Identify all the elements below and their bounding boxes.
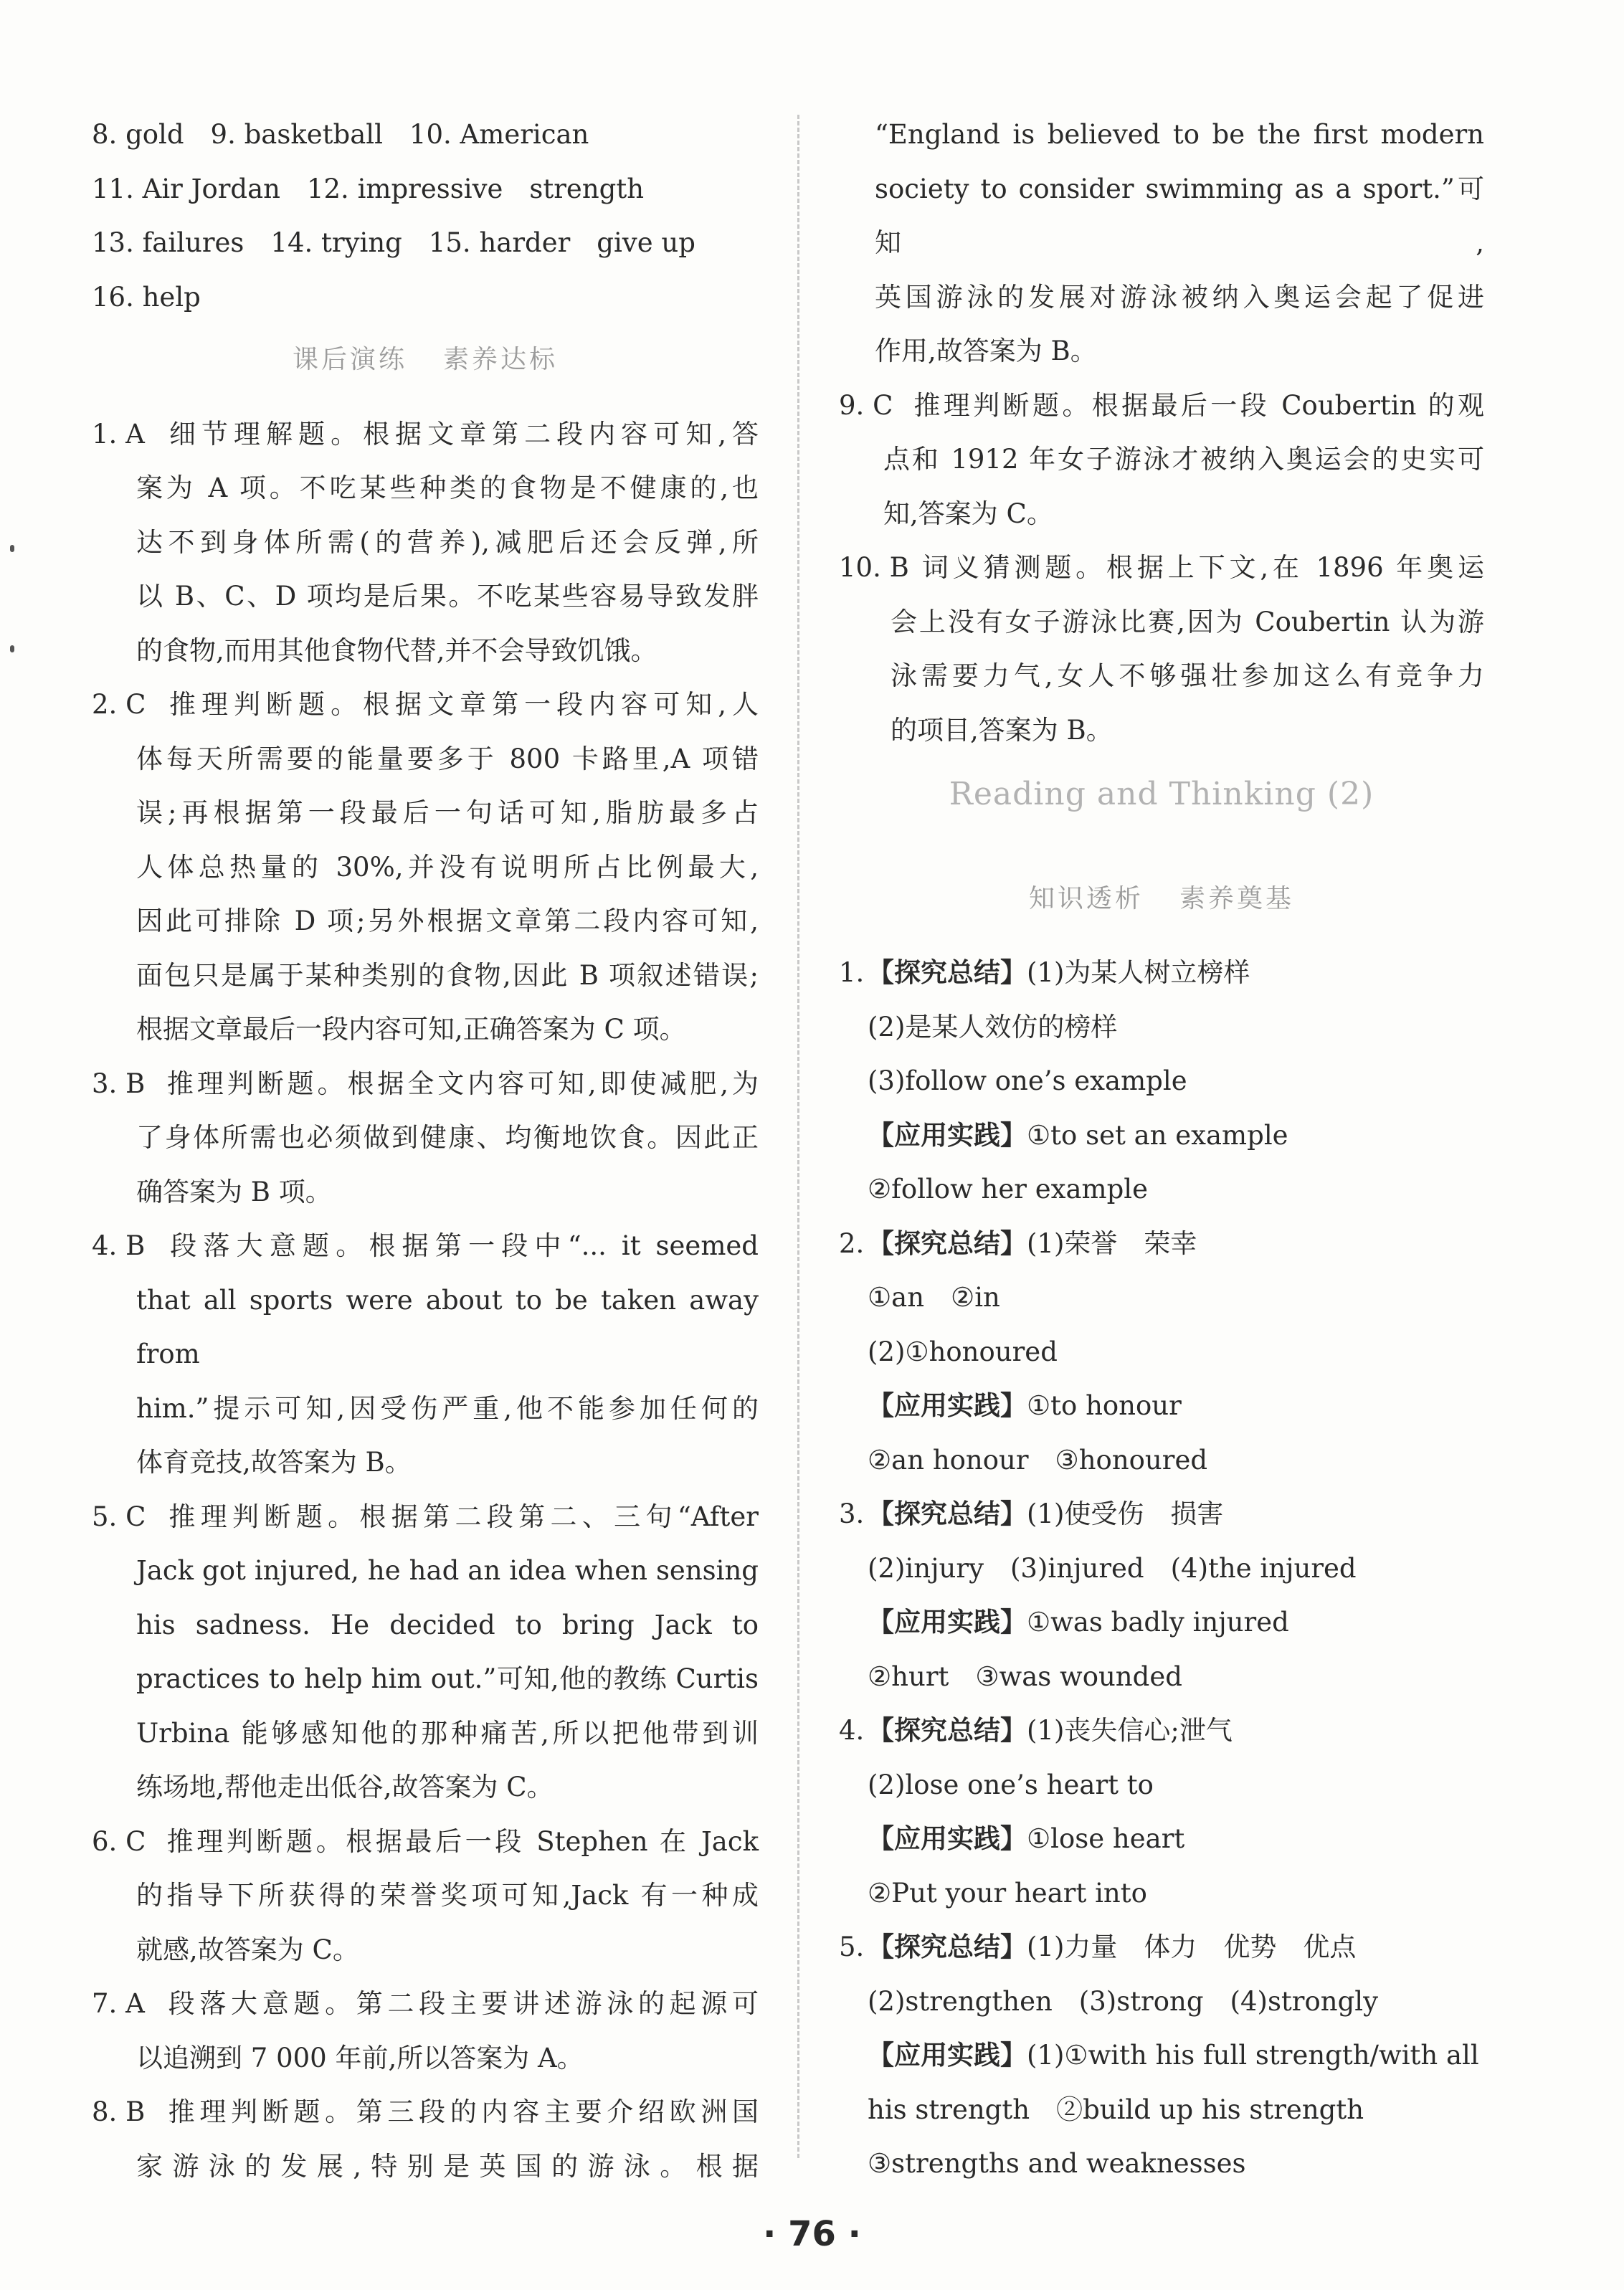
answer-line: that all sports were about to be taken away from: [136, 1284, 759, 1369]
answer-item: [92, 2085, 759, 2193]
answer-line: society to consider swimming as a sport.”可知,: [875, 173, 1484, 258]
knowledge-number: 1.: [839, 957, 865, 988]
answer-line: 的项目,答案为 B。: [891, 714, 1113, 746]
knowledge-number: 3.: [839, 1498, 865, 1529]
answer-continuation: [839, 108, 1484, 379]
explore-line: 【探究总结】(1)为某人树立榜样: [868, 957, 1250, 988]
left-column: [92, 108, 759, 2193]
answer-line: 16. help: [92, 281, 201, 313]
answer-item: [92, 1057, 759, 1220]
knowledge-number: 4.: [839, 1715, 865, 1746]
answer-item: [839, 541, 1484, 757]
answer-line: 人体总热量的 30%,并没有说明所占比例最大,: [136, 851, 759, 883]
knowledge-item: [839, 1920, 1484, 2191]
apply-line: ②hurt ③was wounded: [868, 1661, 1182, 1692]
apply-line: 【应用实践】①was badly injured: [868, 1607, 1289, 1638]
column-divider: [797, 115, 799, 2158]
knowledge-item: [839, 1487, 1484, 1704]
answer-line: his sadness. He decided to bring Jack to: [136, 1609, 759, 1640]
answer-number: 3. B: [92, 1068, 146, 1099]
answer-line: 推理判断题。根据第二段第二、三句“After: [163, 1501, 759, 1532]
answer-line: 确答案为 B 项。: [136, 1176, 332, 1207]
apply-tag: 【应用实践】: [868, 1119, 1027, 1151]
answer-line: 以 B、C、D 项均是后果。不吃某些容易导致发胖: [136, 581, 759, 612]
apply-line: 【应用实践】(1)①with his full strength/with all: [868, 2040, 1479, 2071]
section-heading-part: 素养奠基: [1179, 883, 1295, 913]
answer-line: 练场地,帮他走出低谷,故答案为 C。: [136, 1772, 554, 1802]
explore-line: 【探究总结】(1)丧失信心;泄气: [868, 1715, 1233, 1746]
answer-item: [839, 379, 1484, 541]
answer-item: [92, 1977, 759, 2085]
explore-tag: 【探究总结】: [868, 1227, 1027, 1259]
answer-number: 8. B: [92, 2096, 146, 2127]
answer-line: 8. gold 9. basketball 10. American: [92, 119, 589, 150]
section-heading-part: 知识透析: [1028, 883, 1144, 913]
apply-line: his strength ②build up his strength: [868, 2094, 1364, 2125]
answer-number: 1. A: [92, 418, 145, 450]
answer-line: 推理判断题。第三段的内容主要介绍欧洲国: [163, 2096, 759, 2127]
section-heading-part: 素养达标: [443, 345, 559, 374]
knowledge-item: [839, 946, 1484, 1217]
scan-mark: [10, 645, 14, 652]
explore-line: (3)follow one’s example: [868, 1065, 1187, 1096]
explore-line: 【探究总结】(1)使受伤 损害: [868, 1498, 1224, 1529]
section-heading-part: 课后演练: [292, 345, 407, 374]
explore-line: 【探究总结】(1)荣誉 荣幸: [868, 1227, 1197, 1259]
apply-line: ③strengths and weaknesses: [868, 2148, 1246, 2179]
explore-line: (2)lose one’s heart to: [868, 1769, 1154, 1800]
answer-line: 体每天所需要的能量要多于 800 卡路里,A 项错: [136, 743, 759, 774]
answer-item: [92, 1490, 759, 1815]
apply-line: 【应用实践】①to set an example: [868, 1119, 1288, 1151]
knowledge-number: 2.: [839, 1227, 865, 1259]
answer-item: [92, 678, 759, 1057]
apply-line: ②follow her example: [868, 1174, 1149, 1205]
answer-item: [92, 1815, 759, 1977]
explore-tag: 【探究总结】: [868, 1498, 1027, 1529]
apply-tag: 【应用实践】: [868, 2040, 1027, 2071]
apply-line: ②Put your heart into: [868, 1877, 1147, 1909]
answer-line: “England is believed to be the first modern: [875, 119, 1484, 150]
answer-line: 家游泳的发展,特别是英国的游泳。根据: [136, 2150, 759, 2182]
knowledge-item: [839, 1704, 1484, 1920]
answer-line: 体育竞技,故答案为 B。: [136, 1447, 412, 1478]
explore-line: (2)①honoured: [868, 1336, 1058, 1367]
apply-tag: 【应用实践】: [868, 1390, 1027, 1421]
answer-line: 11. Air Jordan 12. impressive strength: [92, 173, 645, 204]
answer-line: 英国游泳的发展对游泳被纳入奥运会起了促进: [875, 281, 1484, 313]
answer-number: 6. C: [92, 1825, 146, 1857]
answer-line: 知,答案为 C。: [883, 498, 1053, 529]
answer-line: 点和 1912 年女子游泳才被纳入奥运会的史实可: [883, 444, 1484, 475]
apply-line: 【应用实践】①lose heart: [868, 1823, 1185, 1854]
answer-line: 作用,故答案为 B。: [875, 336, 1097, 366]
answer-line: Jack got injured, he had an idea when sensing: [136, 1555, 759, 1586]
answer-line: 会上没有女子游泳比赛,因为 Coubertin 认为游: [891, 606, 1484, 637]
answer-line: 段落大意题。第二段主要讲述游泳的起源可: [163, 1988, 759, 2019]
answer-line: 达不到身体所需(的营养),减肥后还会反弹,所: [136, 526, 759, 558]
answer-number: 4. B: [92, 1230, 146, 1261]
unit-heading: Reading and Thinking (2): [949, 776, 1374, 812]
answer-line: 的食物,而用其他食物代替,并不会导致饥饿。: [136, 635, 657, 666]
explore-tag: 【探究总结】: [868, 1932, 1027, 1962]
right-column: [839, 108, 1484, 2191]
answer-line: 推理判断题。根据全文内容可知,即使减肥,为: [163, 1068, 759, 1099]
section-heading: [92, 333, 759, 387]
explore-tag: 【探究总结】: [868, 1715, 1027, 1746]
answer-number: 5. C: [92, 1501, 146, 1532]
answer-line: 误;再根据第一段最后一句话可知,脂肪最多占: [136, 797, 759, 828]
answer-line: 就感,故答案为 C。: [136, 1934, 359, 1965]
answer-line: 13. failures 14. trying 15. harder give up: [92, 227, 695, 258]
explore-line: 【探究总结】(1)力量 体力 优势 优点: [868, 1932, 1357, 1962]
apply-line: 【应用实践】①to honour: [868, 1390, 1182, 1421]
answer-line: 了身体所需也必须做到健康、均衡地饮食。因此正: [136, 1122, 759, 1153]
answer-line: 泳需要力气,女人不够强壮参加这么有竞争力: [891, 660, 1484, 691]
scan-mark: [10, 545, 14, 552]
page-number: · 76 ·: [763, 2214, 861, 2254]
knowledge-item: [839, 1217, 1484, 1488]
knowledge-number: 5.: [839, 1932, 865, 1962]
answer-line: him.”提示可知,因受伤严重,他不能参加任何的: [136, 1392, 759, 1424]
answer-line: 案为 A 项。不吃某些种类的食物是不健康的,也: [136, 472, 759, 503]
answer-line: 推理判断题。根据文章第一段内容可知,人: [163, 689, 759, 720]
answer-number: 7. A: [92, 1988, 145, 2019]
answer-line: 面包只是属于某种类别的食物,因此 B 项叙述错误;: [136, 959, 759, 991]
answer-number: 2. C: [92, 689, 146, 720]
answer-line: 的指导下所获得的荣誉奖项可知,Jack 有一种成: [136, 1880, 759, 1911]
answer-item: [92, 1219, 759, 1490]
answer-item: [92, 407, 759, 678]
explore-line: (2)injury (3)injured (4)the injured: [868, 1552, 1357, 1584]
answer-line: practices to help him out.”可知,他的教练 Curtis: [136, 1663, 759, 1694]
explore-line: (2)strengthen (3)strong (4)strongly: [868, 1985, 1379, 2017]
answer-line: 词义猜测题。根据上下文,在 1896 年奥运: [918, 552, 1484, 583]
apply-tag: 【应用实践】: [868, 1823, 1027, 1854]
answer-number: 10. B: [839, 552, 909, 583]
explore-line: (2)是某人效仿的榜样: [868, 1011, 1118, 1042]
answer-line: Urbina 能够感知他的那种痛苦,所以把他带到训: [136, 1717, 759, 1749]
answer-line: 以追溯到 7 000 年前,所以答案为 A。: [136, 2042, 584, 2073]
explore-line: ①an ②in: [868, 1282, 1000, 1313]
apply-line: ②an honour ③honoured: [868, 1444, 1208, 1476]
answer-line: 细节理解题。根据文章第二段内容可知,答: [163, 418, 759, 450]
apply-tag: 【应用实践】: [868, 1607, 1027, 1638]
answer-line: 推理判断题。根据最后一段 Stephen 在 Jack: [163, 1825, 759, 1857]
explore-tag: 【探究总结】: [868, 957, 1027, 988]
answer-number: 9. C: [839, 389, 893, 421]
answer-line: 根据文章最后一段内容可知,正确答案为 C 项。: [136, 1014, 686, 1045]
answer-line: 因此可排除 D 项;另外根据文章第二段内容可知,: [136, 906, 759, 936]
answer-line: 推理判断题。根据最后一段 Coubertin 的观: [911, 389, 1484, 421]
answer-line: 段落大意题。根据第一段中“... it seemed: [163, 1230, 759, 1261]
section-heading: [839, 872, 1484, 926]
